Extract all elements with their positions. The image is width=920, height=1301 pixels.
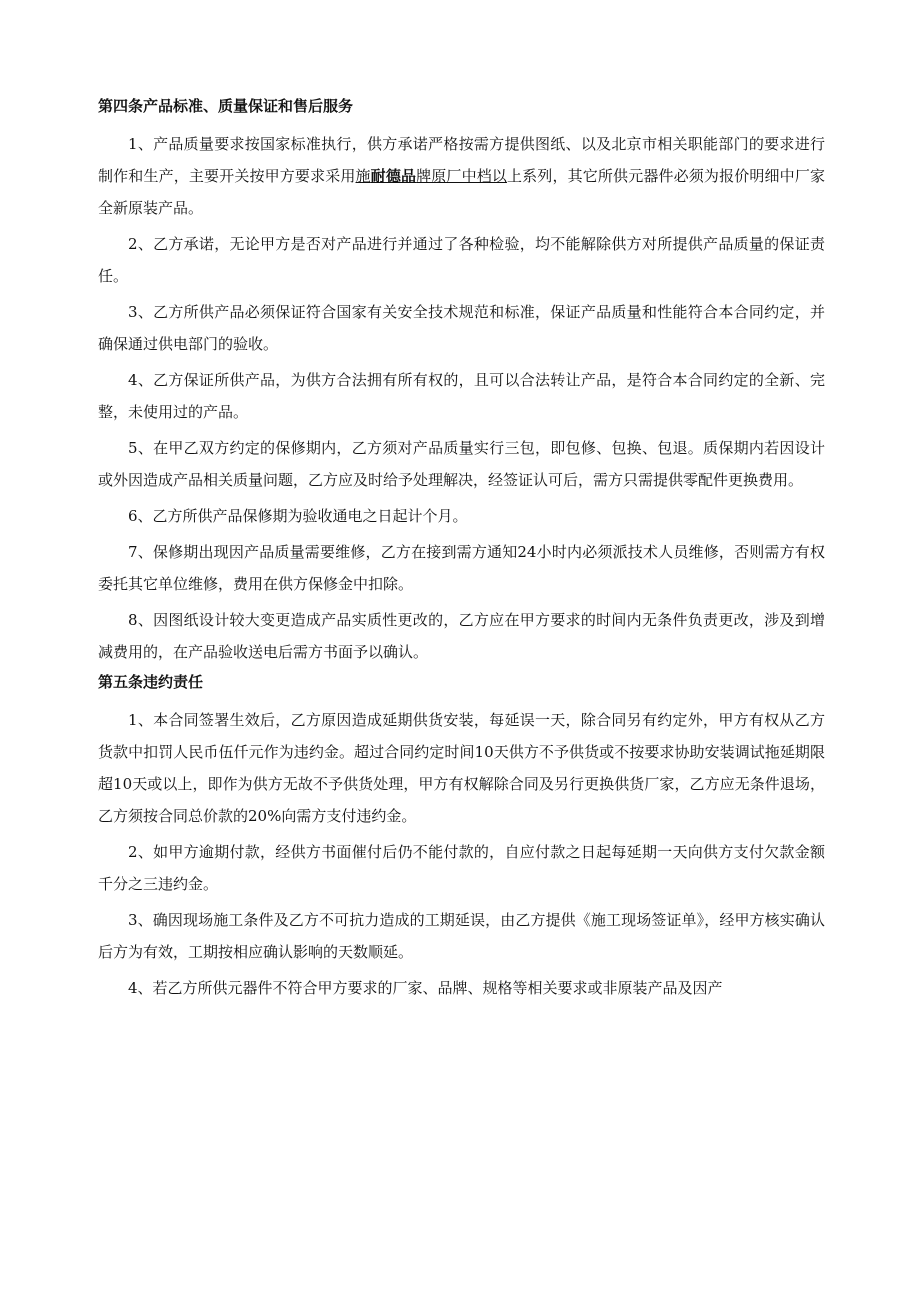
clause-4-7: 7、保修期出现因产品质量需要维修，乙方在接到需方通知24小时内必须派技术人员维修，否则需方有权委托其它单位维修，费用在供方保修金中扣除。 — [98, 543, 825, 593]
clause-text: 1、产品质量要求按国家标准执行，供方承诺严格按需方提供图纸、以及北京市相关职能部门的要求进行制作和生产，主要开关按甲方要求采用 — [98, 135, 825, 185]
clause-5-1: 1、本合同签署生效后，乙方原因造成延期供货安装，每延误一天，除合同另有约定外，甲方有权从乙方货款中扣罚人民币伍仟元作为违约金。超过合同约定时间10天供方不予供货或不按要求协助安装调试拖延期限超10天或以上，即作为供方无故不予供货处理，甲方有权解除合同及另行更换供货厂家，乙方应无条件退场，乙方须按合同总价款的20%向需方支付违约金。 — [98, 711, 825, 825]
clause-4-3: 3、乙方所供产品必须保证符合国家有关安全技术规范和标准，保证产品质量和性能符合本合同约定，并确保通过供电部门的验收。 — [98, 303, 825, 353]
clause-4-8: 8、因图纸设计较大变更造成产品实质性更改的，乙方应在甲方要求的时间内无条件负责更改，涉及到增减费用的，在产品验收送电后需方书面予以确认。 — [98, 611, 825, 661]
clause-4-6: 6、乙方所供产品保修期为验收通电之日起计个月。 — [128, 507, 468, 525]
underlined-text: 牌原厂中档以 — [416, 167, 508, 185]
underlined-text: 施 — [355, 167, 371, 185]
clause-4-2: 2、乙方承诺，无论甲方是否对产品进行并通过了各种检验，均不能解除供方对所提供产品质量的保证责任。 — [98, 235, 825, 285]
clause-5-4: 4、若乙方所供元器件不符合甲方要求的厂家、品牌、规格等相关要求或非原装产品及因产 — [128, 979, 723, 997]
document-page — [98, 96, 825, 1008]
clause-5-2: 2、如甲方逾期付款，经供方书面催付后仍不能付款的，自应付款之日起每延期一天向供方支付欠款金额千分之三违约金。 — [98, 843, 825, 893]
brand-name: 耐德品 — [370, 167, 417, 185]
clause-5-3: 3、确因现场施工条件及乙方不可抗力造成的工期延误，由乙方提供《施工现场签证单》，经甲方核实确认后方为有效，工期按相应确认影响的天数顺延。 — [98, 911, 825, 961]
clause-4-4: 4、乙方保证所供产品，为供方合法拥有所有权的，且可以合法转让产品，是符合本合同约定的全新、完整，未使用过的产品。 — [98, 371, 825, 421]
clause-4-5: 5、在甲乙双方约定的保修期内，乙方须对产品质量实行三包，即包修、包换、包退。质保期内若因设计或外因造成产品相关质量问题，乙方应及时给予处理解决，经签证认可后，需方只需提供零配件更换费用。 — [98, 439, 825, 489]
clause-text: 上系列，其它所供元器件必须为报价明细中厂家全新原装产品。 — [98, 167, 825, 217]
clause-4-1 — [98, 128, 825, 224]
section-heading-article-5: 第五条违约责任 — [98, 673, 204, 691]
section-heading-article-4: 第四条产品标准、质量保证和售后服务 — [98, 97, 354, 115]
